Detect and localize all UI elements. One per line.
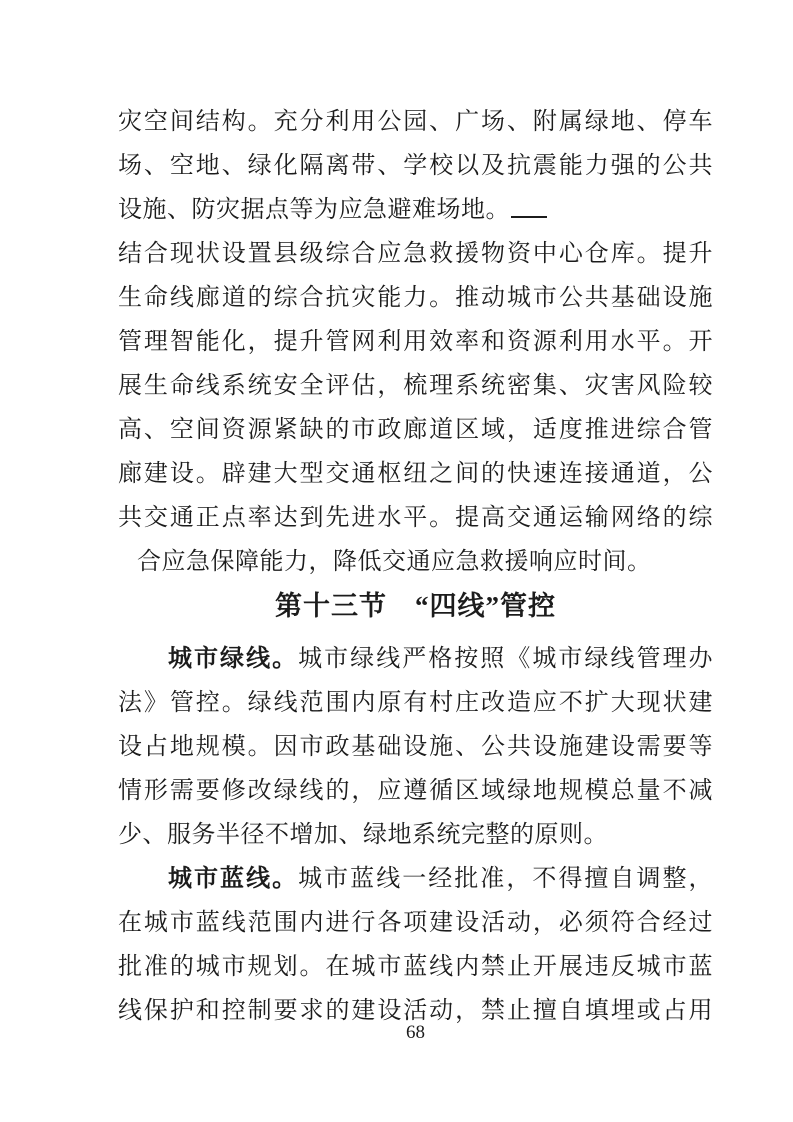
text-line: 结合现状设置县级综合应急救援物资中心仓库。提升 (118, 241, 713, 267)
text-line: 展生命线系统安全评估，梳理系统密集、灾害风险较 (118, 373, 713, 399)
text-line: 高、空间资源紧缺的市政廊道区域，适度推进综合管 (118, 417, 713, 443)
text-line: 管理智能化，提升管网利用效率和资源利用水平。开 (118, 329, 713, 355)
text-line: 设占地规模。因市政基础设施、公共设施建设需要等 (118, 734, 713, 760)
text-line: 城市绿线。城市绿线严格按照《城市绿线管理办 (168, 646, 713, 672)
paragraph-disaster-space (118, 100, 713, 232)
text-line: 合应急保障能力，降低交通应急救援响应时间。 (137, 549, 652, 575)
text-line: 生命线廊道的综合抗灾能力。推动城市公共基础设施 (118, 285, 713, 311)
text-line: 灾空间结构。充分利用公园、广场、附属绿地、停车 (118, 109, 713, 135)
text-line: 法》管控。绿线范围内原有村庄改造应不扩大现状建 (118, 690, 713, 716)
text-line: 场、空地、绿化隔离带、学校以及抗震能力强的公共 (118, 153, 713, 179)
page-number: 68 (406, 1022, 425, 1043)
paragraph-city-green-line (118, 637, 713, 857)
section-heading: 第十三节 “四线”管控 (275, 591, 556, 621)
paragraph-city-blue-line (118, 857, 713, 1033)
text-line: 在城市蓝线范围内进行各项建设活动，必须符合经过 (118, 910, 713, 936)
text-line: 情形需要修改绿线的，应遵循区域绿地规模总量不减 (118, 778, 713, 804)
text-line: 共交通正点率达到先进水平。提高交通运输网络的综 (118, 505, 713, 531)
underline-blank (511, 216, 547, 218)
text-line: 少、服务半径不增加、绿地系统完整的原则。 (118, 822, 608, 848)
bold-term: 城市绿线。 (168, 646, 299, 672)
text-line: 设施、防灾据点等为应急避难场地。 (118, 188, 713, 232)
text-line: 批准的城市规划。在城市蓝线内禁止开展违反城市蓝 (118, 954, 713, 980)
page-footer (118, 1020, 713, 1046)
text-line: 线保护和控制要求的建设活动，禁止擅自填埋或占用 (118, 998, 713, 1024)
bold-term: 城市蓝线。 (168, 866, 299, 892)
paragraph-lifeline-emergency (118, 232, 713, 584)
text-line: 廊建设。辟建大型交通枢纽之间的快速连接通道，公 (118, 461, 713, 487)
text-line: 城市蓝线。城市蓝线一经批准，不得擅自调整， (168, 866, 713, 892)
page-body (118, 100, 713, 1033)
